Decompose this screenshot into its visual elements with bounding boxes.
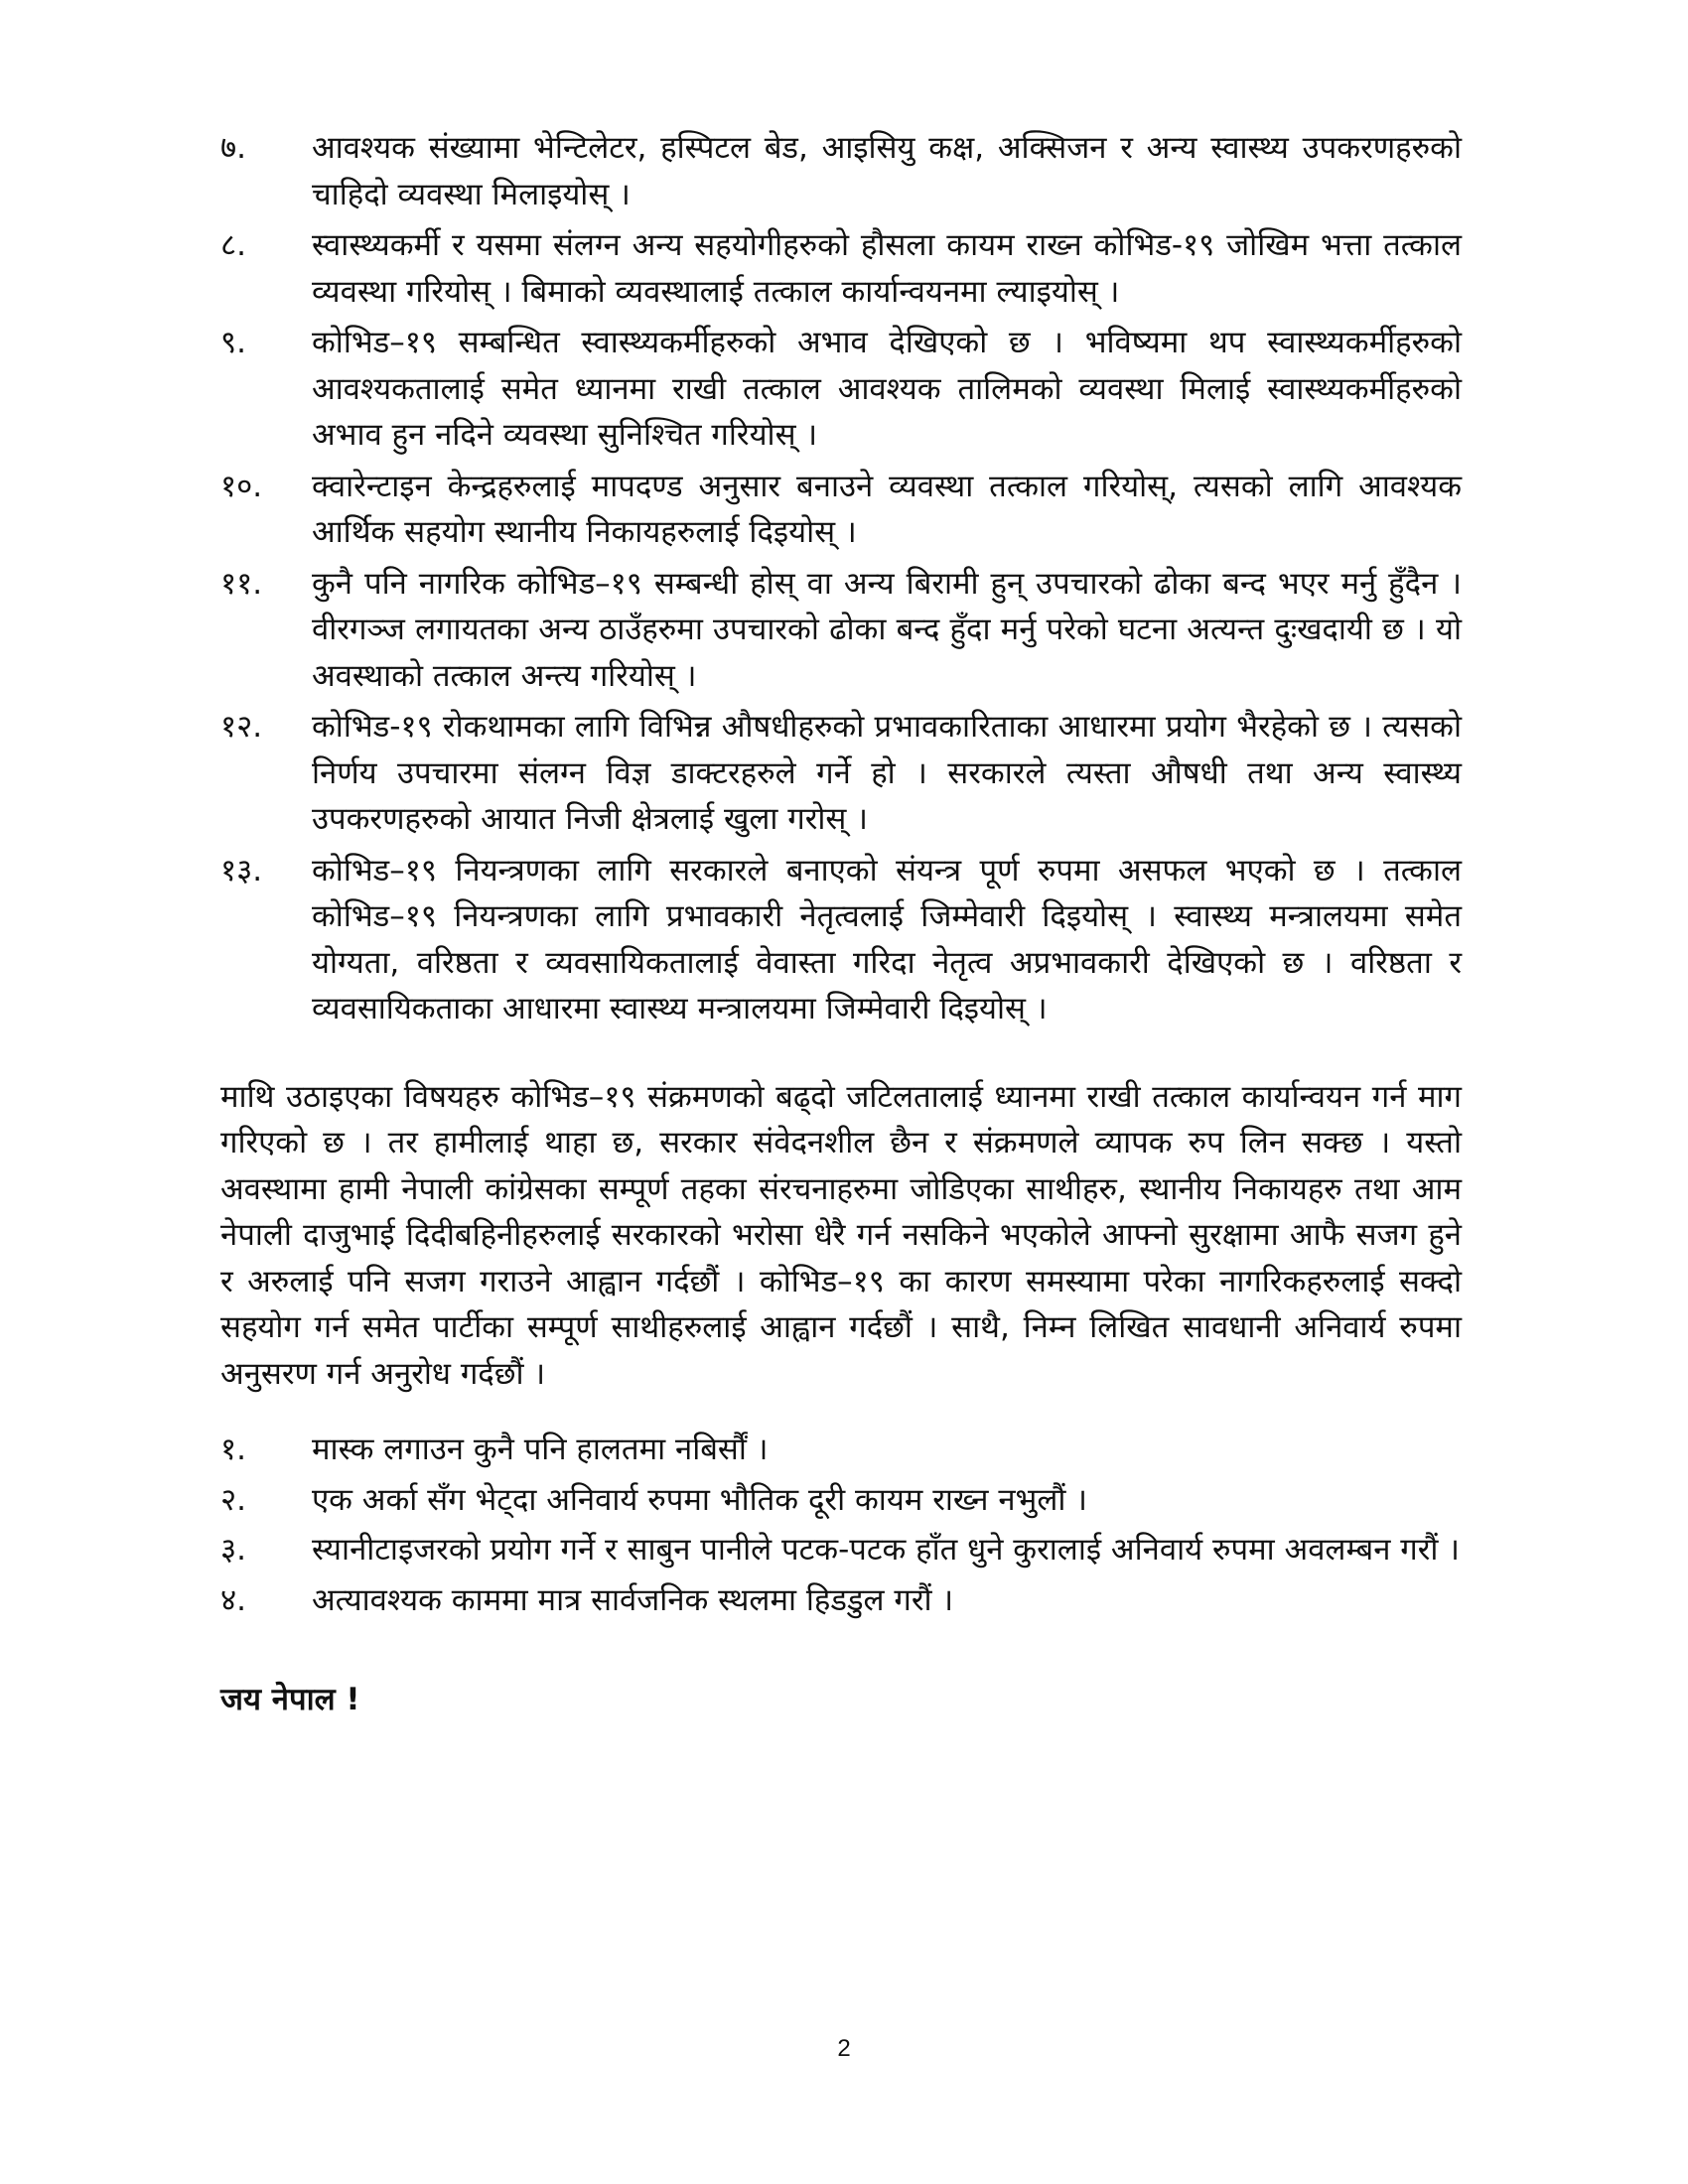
demands-list (220, 125, 1462, 1032)
list-item-number: ११. (220, 565, 263, 602)
list-item-number: ८. (220, 227, 246, 263)
list-item-text: कुनै पनि नागरिक कोभिड–१९ सम्बन्धी होस् वा अन्य बिरामी हुन् उपचारको ढोका बन्द भएर मर्नु हुँदैन । वीरगञ्ज लगायतका अन्य ठाउँहरुमा उपचारको ढोका बन्द हुँदा मर्नु परेको घटना अत्यन्त दुःखदायी छ । यो अवस्थाको तत्काल अन्त्य गरियोस् । (312, 565, 1462, 694)
page-number: 2 (837, 2035, 851, 2062)
list-item-number: २. (220, 1481, 246, 1518)
list-item (220, 848, 1462, 1032)
list-item-number: ७. (220, 130, 246, 166)
list-item-text: आवश्यक संख्यामा भेन्टिलेटर, हस्पिटल बेड, आइसियु कक्ष, अक्सिजन र अन्य स्वास्थ्य उपकरणहरुको चाहिदो व्यवस्था मिलाइयोस् । (312, 130, 1462, 212)
precautions-list (220, 1427, 1462, 1623)
list-item-number: १. (220, 1432, 246, 1467)
list-item-text: अत्यावश्यक काममा मात्र सार्वजनिक स्थलमा हिडडुल गरौं । (312, 1581, 954, 1618)
list-item (220, 1577, 1462, 1624)
list-item-text: एक अर्का सँग भेट्दा अनिवार्य रुपमा भौतिक दूरी कायम राख्न नभुलौं । (312, 1481, 1087, 1518)
list-item-text: स्यानीटाइजरको प्रयोग गर्ने र साबुन पानीले पटक-पटक हाँत धुने कुरालाई अनिवार्य रुपमा अवलम्बन गरौं । (312, 1532, 1461, 1568)
list-item (220, 125, 1462, 217)
list-item (220, 464, 1462, 556)
list-item-text: क्वारेन्टाइन केन्द्रहरुलाई मापदण्ड अनुसार बनाउने व्यवस्था तत्काल गरियोस्, त्यसको लागि आवश्यक आर्थिक सहयोग स्थानीय निकायहरुलाई दिइयोस् । (312, 468, 1462, 550)
list-item-number: १०. (220, 468, 263, 504)
list-item (220, 222, 1462, 315)
list-item-text: कोभिड-१९ रोकथामका लागि विभिन्न औषधीहरुको प्रभावकारिताका आधारमा प्रयोग भैरहेको छ । त्यसको निर्णय उपचारमा संलग्न विज्ञ डाक्टरहरुले गर्ने हो । सरकारले त्यस्ता औषधी तथा अन्य स्वास्थ्य उपकरणहरुको आयात निजी क्षेत्रलाई खुला गरोस् । (312, 709, 1462, 837)
document-body (220, 125, 1462, 1722)
list-item (220, 1527, 1462, 1573)
list-item-number: ४. (220, 1581, 246, 1618)
list-item (220, 320, 1462, 459)
list-item (220, 1427, 1462, 1473)
list-item-text: स्वास्थ्यकर्मी र यसमा संलग्न अन्य सहयोगीहरुको हौसला कायम राख्न कोभिड-१९ जोखिम भत्ता तत्काल व्यवस्था गरियोस् । बिमाको व्यवस्थालाई तत्काल कार्यान्वयनमा ल्याइयोस् । (312, 227, 1462, 310)
list-item (220, 561, 1462, 700)
closing-salutation: जय नेपाल ! (220, 1682, 360, 1717)
list-item (220, 704, 1462, 843)
list-item-text: कोभिड–१९ सम्बन्धित स्वास्थ्यकर्मीहरुको अभाव देखिएको छ । भविष्यमा थप स्वास्थ्यकर्मीहरुको आवश्यकतालाई समेत ध्यानमा राखी तत्काल आवश्यक तालिमको व्यवस्था मिलाई स्वास्थ्यकर्मीहरुको अभाव हुन नदिने व्यवस्था सुनिश्चित गरियोस् । (312, 325, 1462, 453)
list-item-number: ९. (220, 325, 246, 360)
appeal-paragraph: माथि उठाइएका विषयहरु कोभिड–१९ संक्रमणको बढ्दो जटिलतालाई ध्यानमा राखी तत्काल कार्यान्वयन गर्न माग गरिएको छ । तर हामीलाई थाहा छ, सरकार संवेदनशील छैन र संक्रमणले व्यापक रुप लिन सक्छ । यस्तो अवस्थामा हामी नेपाली कांग्रेसका सम्पूर्ण तहका संरचनाहरुमा जोडिएका साथीहरु, स्थानीय निकायहरु तथा आम नेपाली दाजुभाई दिदीबहिनीहरुलाई सरकारको भरोसा धेरै गर्न नसकिने भएकोले आफ्नो सुरक्षामा आफै सजग हुने र अरुलाई पनि सजग गराउने आह्वान गर्दछौं । कोभिड–१९ का कारण समस्यामा परेका नागरिकहरुलाई सक्दो सहयोग गर्न समेत पार्टीका सम्पूर्ण साथीहरुलाई आह्वान गर्दछौं । साथै, निम्न लिखित सावधानी अनिवार्य रुपमा अनुसरण गर्न अनुरोध गर्दछौं । (220, 1078, 1462, 1392)
list-item-text: कोभिड–१९ नियन्त्रणका लागि सरकारले बनाएको संयन्त्र पूर्ण रुपमा असफल भएको छ । तत्काल कोभिड–१९ नियन्त्रणका लागि प्रभावकारी नेतृत्वलाई जिम्मेवारी दिइयोस् । स्वास्थ्य मन्त्रालयमा समेत योग्यता, वरिष्ठता र व्यवसायिकतालाई वेवास्ता गरिदा नेतृत्व अप्रभावकारी देखिएको छ । वरिष्ठता र व्यवसायिकताका आधारमा स्वास्थ्य मन्त्रालयमा जिम्मेवारी दिइयोस् । (312, 852, 1462, 1026)
list-item-number: १३. (220, 852, 263, 888)
list-item (220, 1477, 1462, 1524)
list-item-number: ३. (220, 1532, 246, 1568)
list-item-number: १२. (220, 709, 263, 745)
list-item-text: मास्क लगाउन कुनै पनि हालतमा नबिर्सौं । (312, 1432, 769, 1467)
